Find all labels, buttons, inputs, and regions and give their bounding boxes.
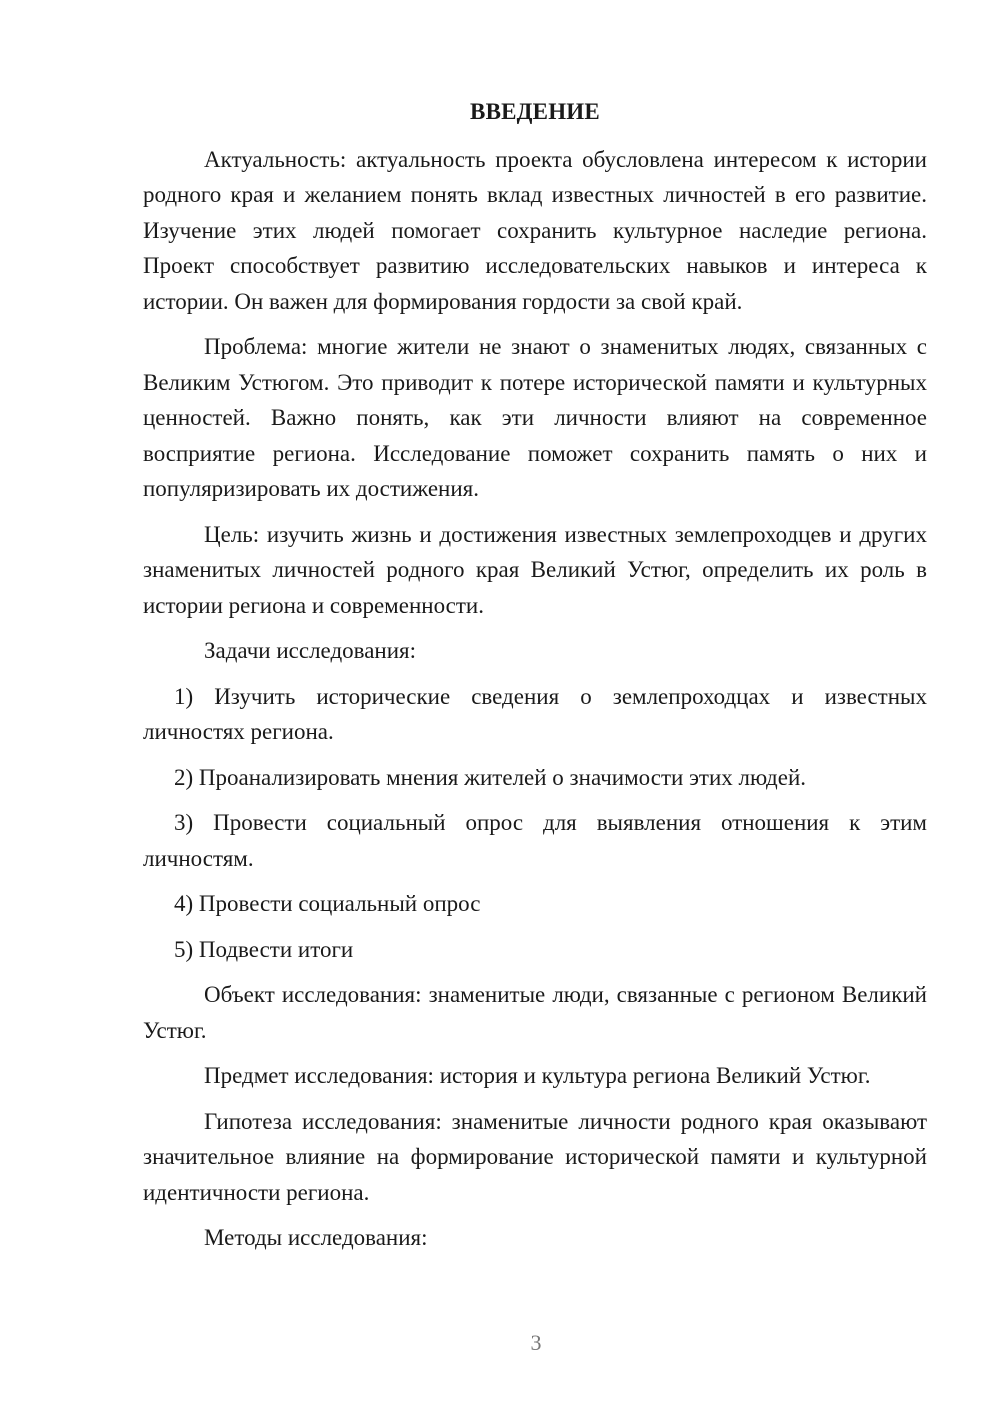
task-item-3: 3) Провести социальный опрос для выявления отношения к этим личностям. — [143, 810, 927, 871]
tasks-list — [143, 679, 927, 968]
goal-paragraph: Цель: изучить жизнь и достижения известных землепроходцев и других знаменитых личностей родного края Великий Устюг, определить их роль в истории региона и современности. — [143, 521, 927, 618]
section-title: ВВЕДЕНИЕ — [470, 99, 600, 124]
task-item-1: 1) Изучить исторические сведения о землепроходцах и известных личностях региона. — [143, 683, 927, 744]
subject-paragraph: Предмет исследования: история и культура региона Великий Устюг. — [204, 1063, 871, 1088]
task-item-2: 2) Проанализировать мнения жителей о значимости этих людей. — [174, 764, 807, 790]
object-paragraph: Объект исследования: знаменитые люди, связанные с регионом Великий Устюг. — [143, 982, 927, 1043]
page-number: 3 — [530, 1330, 542, 1355]
methods-heading: Методы исследования: — [204, 1225, 428, 1250]
task-item-5: 5) Подвести итоги — [174, 936, 354, 962]
task-item-4: 4) Провести социальный опрос — [174, 891, 481, 916]
problem-paragraph: Проблема: многие жители не знают о знаменитых людях, связанных с Великим Устюгом. Это приводит к потере исторической памяти и культурных ценностей. Важно понять, как эти личности влияют на современное восприятие региона. Исследование поможет сохранить память о них и популяризировать их достижения. — [143, 334, 927, 501]
relevance-paragraph: Актуальность: актуальность проекта обусловлена интересом к истории родного края и желанием понять вклад известных личностей в его развитие. Изучение этих людей помогает сохранить культурное наследие региона. Проект способствует развитию исследовательских навыков и интереса к истории. Он важен для формирования гордости за свой край. — [143, 146, 927, 314]
hypothesis-paragraph: Гипотеза исследования: знаменитые личности родного края оказывают значительное влияние на формирование исторической памяти и культурной идентичности региона. — [143, 1108, 927, 1205]
page-content — [143, 94, 927, 1266]
tasks-heading: Задачи исследования: — [204, 638, 417, 663]
